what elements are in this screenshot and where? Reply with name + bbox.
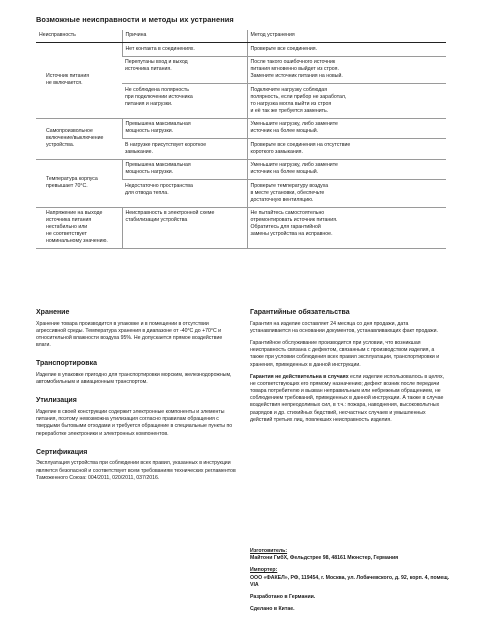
warranty-paragraph: Гарантия на изделие составляет 24 месяца со дня продажи, дата устанавливается на основании документов, устанавливающих факт продажи. — [250, 320, 438, 334]
importer-block — [250, 567, 450, 589]
remedy-cell: Уменьшите нагрузку, либо замените источник на более мощный. — [247, 118, 446, 139]
cause-cell: Не соблюдена полярность при подключении источника питания и нагрузки. — [122, 84, 247, 119]
warranty-paragraph: Гарантия не действительна в случаях если изделие использовалось в целях, не соответствующих его прямому назначению; дефект возник после передачи товара потребителю и вызван неправильным или небрежным обращением, не соблюдением требований, приведенных в данной инструкции. А также в случае воздействия непреодолимых сил, в т.ч.: пожара, наводнения, высоковольтных разрядов и др. стихийных бедствий, несчастных случаев и умышленных действий третьих лиц, повлекших неисправность изделия. — [250, 373, 445, 423]
developed-note: Разработано в Германии. — [250, 593, 316, 600]
made-note: Сделано в Китае. — [250, 606, 295, 613]
certification-section — [36, 448, 236, 482]
disposal-text: Изделие в своей конструкции содержит электронные компоненты и элементы питания, поэтому невозможна утилизация согласно правилам обращения с твердыми бытовыми отходами и требуется обращение в специальные пункты по переработке электроники и электронных компонентов. — [36, 409, 233, 437]
remedy-cell: Уменьшите нагрузку, либо замените источник на более мощный. — [247, 159, 446, 180]
transport-section — [36, 359, 236, 386]
table-body — [36, 43, 446, 249]
info-left-column — [36, 308, 236, 492]
table-row — [36, 207, 446, 249]
maker-block — [250, 548, 450, 562]
importer-value: ООО «ФАКЕЛ», РФ, 119454, г. Москва, ул. Лобачевского, д. 92, корп. 4, помещ. VIA — [250, 574, 450, 588]
symptom-cell: Температура корпуса превышает 70°С. — [36, 159, 122, 207]
cause-cell: В нагрузке присутствует короткое замыкание. — [122, 139, 247, 160]
header-problem: Неисправность — [36, 30, 122, 43]
symptom-cell: Источник питания не включается. — [36, 43, 122, 119]
maker-label: Изготовитель: — [250, 548, 288, 554]
certification-text: Эксплуатация устройства при соблюдении всех правил, указанных в инструкции является безопасной и соответствует всем требованиям технических регламентов Таможенного Союза: 004/2011, 020/2011, 037/2016. — [36, 460, 236, 481]
storage-heading: Хранение — [36, 309, 70, 316]
remedy-cell: Проверьте все соединения. — [247, 43, 446, 57]
symptom-cell: Самопроизвольное включение/выключение устройства. — [36, 118, 122, 159]
manufacturer-info — [250, 548, 450, 618]
cause-cell: Превышена максимальная мощность нагрузки. — [122, 118, 247, 139]
remedy-cell: Проверьте температуру воздуха в месте установки, обеспечьте достаточную вентиляцию. — [247, 180, 446, 208]
table-row — [36, 43, 446, 57]
warranty-section — [250, 308, 446, 429]
remedy-cell: Подключите нагрузку соблюдая полярность, если прибор не заработал, то нагрузка могла выйти из строя и её так же требуется заменить. — [247, 84, 446, 119]
table-header-row — [36, 30, 446, 43]
warranty-heading: Гарантийные обязательства — [250, 309, 350, 316]
cause-cell: Перепутаны вход и выход источника питания. — [122, 56, 247, 84]
symptom-cell: Напряжение на выходе источника питания нестабильно или не соответствует номинальному значению. — [36, 207, 122, 249]
cause-cell: Недостаточно пространства для отвода тепла. — [122, 180, 247, 208]
transport-heading: Транспортировка — [36, 360, 97, 368]
transport-text: Изделие в упаковке пригодно для транспортировки морским, железнодорожным, автомобильным и авиационным транспортом. — [36, 372, 232, 386]
remedy-cell: Проверьте все соединения на отсутствие короткого замыкания. — [247, 139, 446, 160]
cause-cell: Нет контакта в соединениях. — [122, 43, 247, 57]
cause-cell: Превышена максимальная мощность нагрузки. — [122, 159, 247, 180]
remedy-cell: После такого ошибочного источник питания мгновенно выйдет из строя. Замените источник питания на новый. — [247, 56, 446, 84]
certification-heading: Сертификация — [36, 448, 88, 456]
header-remedy: Метод устранения — [247, 30, 446, 43]
importer-label: Импортер: — [250, 567, 278, 574]
maker-value: Майтони ГмбХ, Фельдстрее 98, 48161 Мюнстер, Германия — [250, 555, 399, 562]
storage-text: Хранение товара производится в упаковке и в помещении в отсутствии агрессивной среды. Температура хранения в диапазоне от -40°C до +70°C и относительной влажности воздуха 95%. Не допускается прямое воздействие влаги. — [36, 320, 223, 349]
troubleshooting-table — [36, 30, 446, 249]
storage-section — [36, 308, 236, 349]
table-row — [36, 118, 446, 139]
remedy-cell: Не пытайтесь самостоятельно отремонтировать источник питания. Обратитесь для гарантийной замены устройства на исправное. — [247, 207, 446, 249]
warranty-exclusion-label: Гарантия не действительна в случаях — [250, 373, 349, 380]
page-title: Возможные неисправности и методы их устранения — [36, 15, 234, 24]
disposal-section — [36, 396, 236, 437]
cause-cell: Неисправность в электронной схеме стабилизации устройства — [122, 207, 247, 249]
disposal-heading: Утилизация — [36, 397, 77, 405]
warranty-paragraph: Гарантийное обслуживание производится при условии, что возникшая неисправность связана с дефектом, связанным с производством изделия, а также при условии соблюдения всех правил эксплуатации, транспортировки и хранения, приведенных в данной инструкции. — [250, 340, 440, 368]
table-row — [36, 159, 446, 180]
header-cause: Причина — [122, 30, 247, 43]
